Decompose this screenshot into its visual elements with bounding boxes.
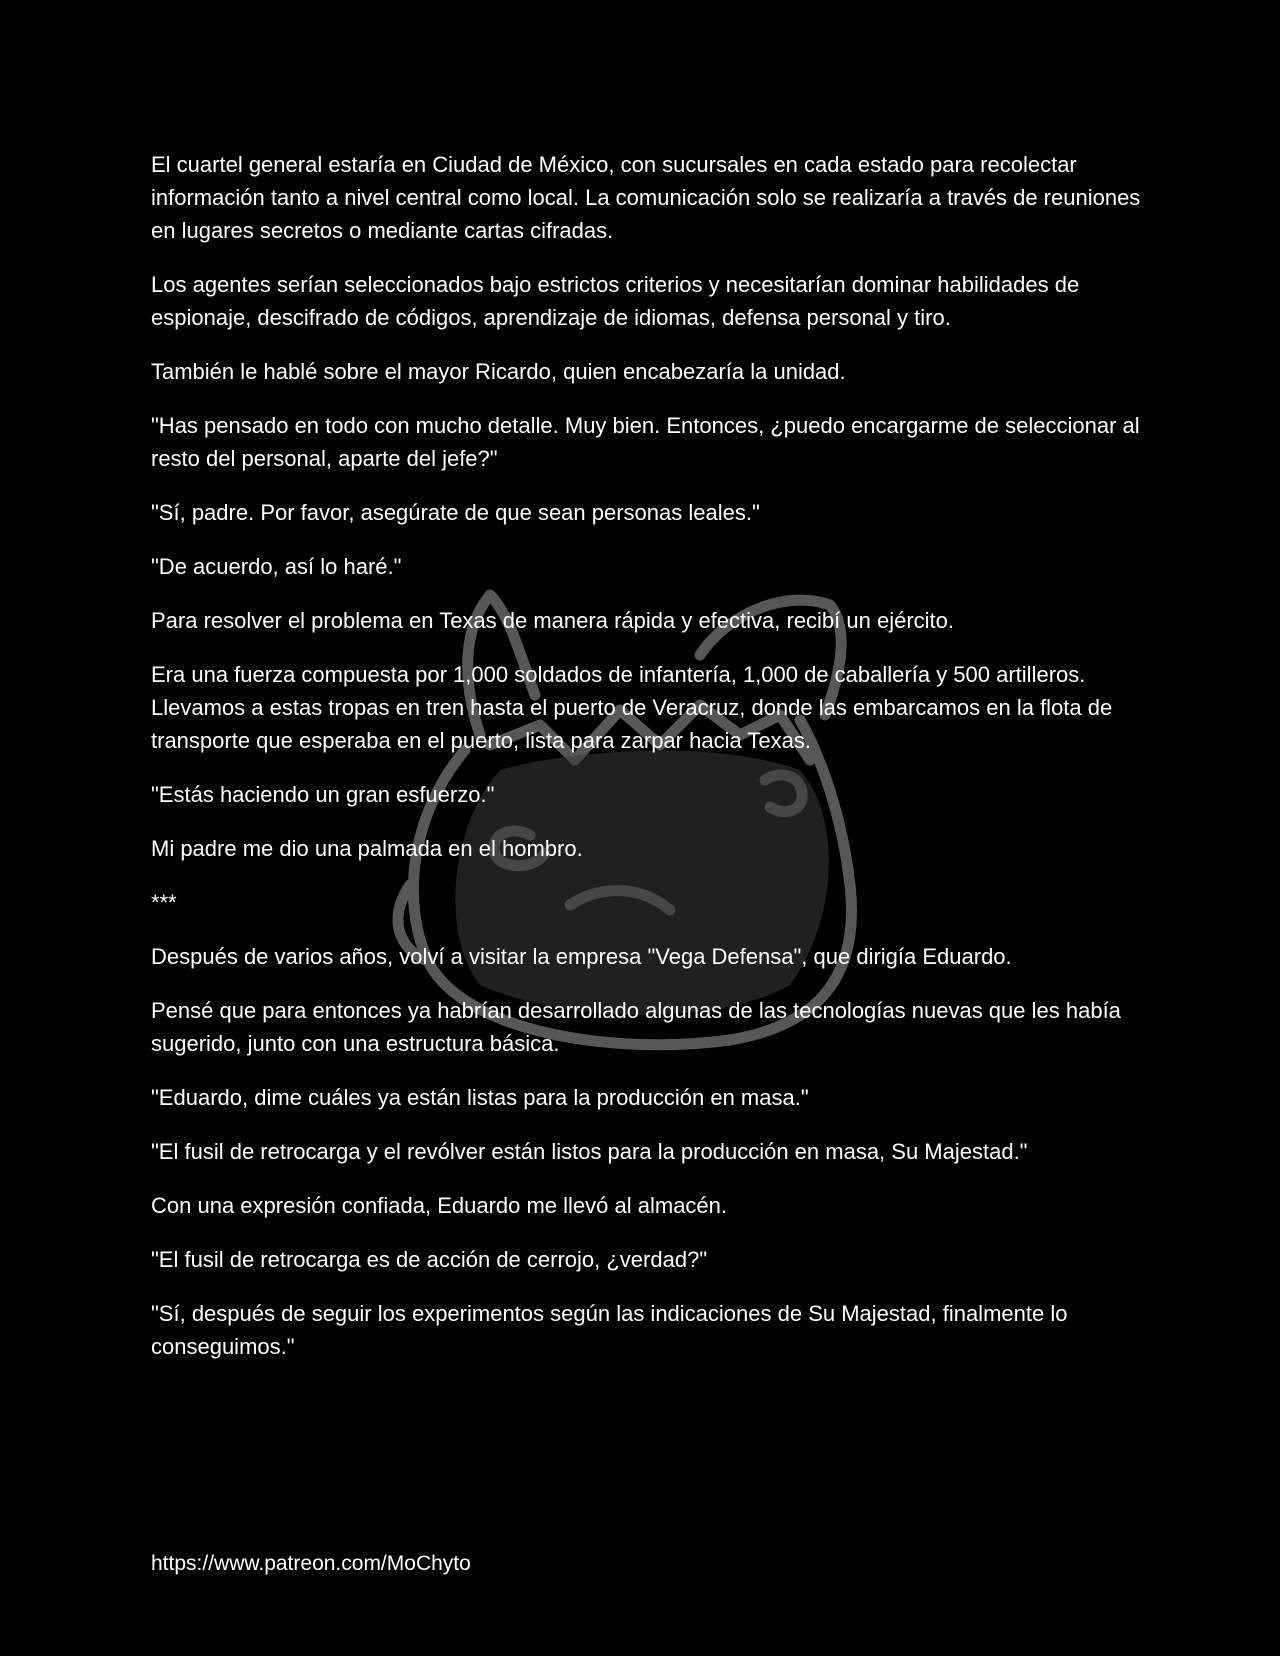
- paragraph: "Sí, padre. Por favor, asegúrate de que sean personas leales.": [151, 500, 760, 525]
- paragraph: Era una fuerza compuesta por 1,000 soldados de infantería, 1,000 de caballería y 500 artilleros. Llevamos a estas tropas en tren hasta el puerto de Veracruz, donde las embarcamos en la flota de transporte que esperaba en el puerto, lista para zarpar hacia Texas.: [151, 662, 1113, 753]
- paragraph: Con una expresión confiada, Eduardo me llevó al almacén.: [151, 1193, 728, 1218]
- paragraph: "Eduardo, dime cuáles ya están listas para la producción en masa.": [151, 1085, 809, 1110]
- document-body: [151, 148, 1141, 1384]
- paragraph: "El fusil de retrocarga y el revólver están listos para la producción en masa, Su Majestad.": [151, 1139, 1028, 1164]
- paragraph: Pensé que para entonces ya habrían desarrollado algunas de las tecnologías nuevas que les había sugerido, junto con una estructura básica.: [151, 998, 1121, 1056]
- paragraph: "De acuerdo, así lo haré.": [151, 554, 402, 579]
- paragraph: Para resolver el problema en Texas de manera rápida y efectiva, recibí un ejército.: [151, 608, 955, 633]
- paragraph: También le hablé sobre el mayor Ricardo, quien encabezaría la unidad.: [151, 359, 846, 384]
- paragraph: El cuartel general estaría en Ciudad de México, con sucursales en cada estado para recolectar información tanto a nivel central como local. La comunicación solo se realizaría a través de reuniones en lugares secretos o mediante cartas cifradas.: [151, 152, 1141, 243]
- paragraph: Después de varios años, volví a visitar la empresa "Vega Defensa", que dirigía Eduardo.: [151, 944, 1012, 969]
- patreon-link[interactable]: https://www.patreon.com/MoChyto: [151, 1552, 471, 1575]
- paragraph: "Sí, después de seguir los experimentos según las indicaciones de Su Majestad, finalmente lo conseguimos.": [151, 1301, 1068, 1359]
- scene-break: ***: [151, 890, 177, 915]
- paragraph: Los agentes serían seleccionados bajo estrictos criterios y necesitarían dominar habilidades de espionaje, descifrado de códigos, aprendizaje de idiomas, defensa personal y tiro.: [151, 272, 1080, 330]
- paragraph: Mi padre me dio una palmada en el hombro.: [151, 836, 583, 861]
- paragraph: "Has pensado en todo con mucho detalle. Muy bien. Entonces, ¿puedo encargarme de seleccionar al resto del personal, aparte del jefe?": [151, 413, 1140, 471]
- paragraph: "El fusil de retrocarga es de acción de cerrojo, ¿verdad?": [151, 1247, 708, 1272]
- paragraph: "Estás haciendo un gran esfuerzo.": [151, 782, 495, 807]
